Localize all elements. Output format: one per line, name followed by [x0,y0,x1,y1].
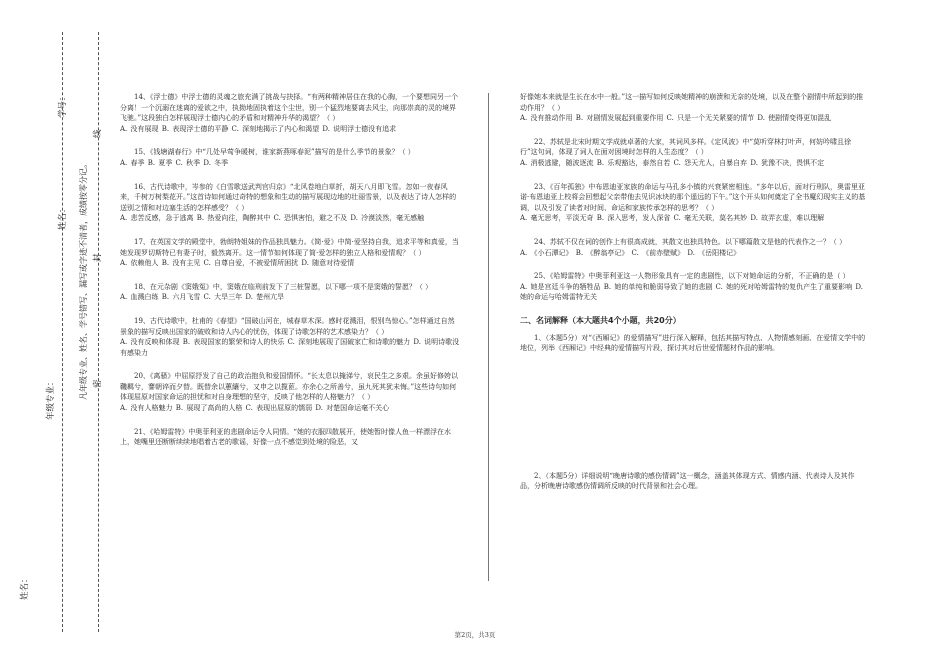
question-text: 18、在元杂剧《窦娥冤》中，窦娥在临刑前发下了三桩誓愿，以下哪一项不是窦娥的誓愿？（ ） [134,282,433,291]
question-text: 17、在英国文学的殿堂中，勃朗特姐妹的作品独具魅力。《简·爱》中简·爱坚持自我，追求平等和真爱，当她发现罗切斯特已有妻子时，毅然离开。这一情节如何体现了简·爱怎样的独立人格和爱情观？（ ） [120,237,459,257]
school-label: 姓名： [20,574,30,600]
seal-mark-line: 线 [93,129,103,138]
question-text: 23、《百年孤独》中布恩迪亚家族的命运与马孔多小镇的兴衰紧密相连。“多年以后，面对行刑队，奥雷里亚诺·布恩迪亚上校将会回想起父亲带他去见识冰块的那个遥远的下午。”这个开头如何奠定了全书魔幻现实主义的基调，以及引发了读者对时间、命运和家族传承怎样的思考？（ ） [520,182,866,212]
question-text: 15、《钱塘湖春行》中“几处早莺争暖树，谁家新燕啄春泥”描写的是什么季节的景象？（ ） [134,148,415,157]
answer-space [520,367,866,471]
question-text: 25、《哈姆雷特》中奥菲利亚这一人物形象具有一定的悲剧性，以下对她命运的分析，不正确的是（ ） [534,272,850,281]
definition-question-1: 1、（本题5分）对“《西厢记》的爱情描写”进行深入解释，包括其描写特点、人物情感刻画、在爱情文学中的地位，列举《西厢记》中经典的爱情描写片段，探讨其对后世爱情题材作品的影响。 [520,333,866,353]
student-id-label: 学号： [58,92,68,118]
seal-mark-secret: 密 [93,379,103,388]
seal-dashed-line [98,32,99,632]
answer-options: A. 没有展现 B. 表现浮士德的平静 C. 深刻地揭示了内心和渴望 D. 说明浮士德没有追求 [120,124,397,133]
question-item [120,237,460,269]
question-item [120,92,460,134]
answer-options: A. 毫无思考，平淡无奇 B. 深入思考，发人深省 C. 毫无关联，莫名其妙 D. 故弄玄虚，难以理解 [520,214,825,223]
answer-options: A. 血溅白练 B. 六月飞雪 C. 大旱三年 D. 楚州亢旱 [120,293,285,302]
right-column [520,92,866,505]
answer-options: A. 《小石潭记》 B. 《醉翁亭记》 C. 《前赤壁赋》 D. 《岳阳楼记》 [520,248,741,257]
question-item [520,137,866,169]
question-item [520,271,866,303]
question-text: 16、古代诗歌中，岑参的《白雪歌送武判官归京》“北风卷地白草折，胡天八月即飞雪。忽如一夜春风来，千树万树梨花开。”这首诗如何通过奇特的想象和生动的描写展现边地的壮丽雪景，以及表达了诗人怎样的送别之情和对边塞生活的怎样感受？（ ） [120,182,457,212]
answer-options: A. 没有人格魅力 B. 展现了高尚的人格 C. 表现出屈原的懦弱 D. 对楚国命运毫不关心 [120,404,390,413]
answer-options: A. 没有推动作用 B. 对剧情发展起到重要作用 C. 只是一个无关紧要的情节 D. 使剧情变得更加混乱 [520,114,832,123]
name-label: 姓名： [58,204,68,230]
seal-mark-seal: 封 [93,253,103,262]
question-text: 14、《浮士德》中浮士德的灵魂之旅充满了挑战与抉择。“有两种精神居住在我的心胸，一个要想同另一个分离！一个沉溺在迷离的爱欲之中，执拗地固执着这个尘世，别一个猛烈地要离去风尘，向那崇高的灵的境界飞驰。”这段独白怎样展现浮士德内心的矛盾和对精神升华的渴望？（ ） [120,93,458,123]
grade-major-label: 年级专业： [46,377,56,420]
answer-options: A. 悲苦反感，急于逃离 B. 热爱向往，陶醉其中 C. 恐惧害怕，避之不及 D. 冷漠淡然，毫无感触 [120,214,425,223]
right-question-list [520,92,866,303]
definition-question-2: 2、（本题5分）详细说明“晚唐诗歌的感伤情调”这一概念，涵盖其体现方式、情感内涵、代表诗人及其作品，分析晚唐诗歌感伤情调所反映的时代背景和社会心理。 [520,471,855,491]
question-item [120,427,460,448]
question-text: 20、《离骚》中屈原抒发了自己的政治抱负和爱国情怀。“长太息以掩涕兮，哀民生之多艰。余虽好修姱以鞿羁兮，謇朝谇而夕替。既替余以蕙纕兮，又申之以揽茝。亦余心之所善兮，虽九死其犹未悔。”这些诗句如何体现屈原对国家命运的担忧和对自身理想的坚守，反映了他怎样的人格魅力？（ ） [120,372,458,402]
question-text: 22、苏轼是北宋时期文学成就卓著的大家，其词风多样。《定风波》中“莫听穿林打叶声，何妨吟啸且徐行”这句词，体现了词人在面对困境时怎样的人生态度？（ ） [520,137,851,157]
answer-options: A. 没有反映和体现 B. 表现国家的繁荣和诗人的快乐 C. 深刻地展现了国破家亡和诗歌的魅力 D. 说明诗歌没有感染力 [120,338,460,357]
answer-options: A. 春季 B. 夏季 C. 秋季 D. 冬季 [120,158,229,167]
question-item [120,182,460,224]
question-item [120,316,460,358]
binding-margin [0,0,110,672]
answer-options: A. 她是宫廷斗争的牺牲品 B. 她的单纯和脆弱导致了她的悲剧 C. 她的死对哈姆雷特的复仇产生了重要影响 D. 她的命运与哈姆雷特无关 [520,282,863,302]
page-footer: 第2页，共3页 [454,631,496,639]
seal-dashed-line-inner [62,32,63,632]
question-text: 19、古代诗歌中，杜甫的《春望》“国破山河在，城春草木深。感时花溅泪，恨别鸟惊心。”怎样通过自然景象的描写反映出国家的破败和诗人内心的忧伤，体现了诗歌怎样的艺术感染力？（ ） [120,316,455,336]
binding-notice: 凡年级专业、姓名、学号错写、漏写或字迹不清者，成绩按零分记。 [79,160,88,400]
question-item [120,371,460,413]
question-item [520,92,866,124]
answer-options: A. 消极逃避，随波逐流 B. 乐观豁达，泰然自若 C. 怨天尤人，自暴自弃 D. 犹豫不决，畏惧不定 [520,158,825,167]
left-column [120,92,460,461]
column-divider [488,93,489,581]
question-text: 21、《哈姆雷特》中奥菲利亚的悲剧命运令人同情。“她的衣服四散展开，使她暂时像人鱼一样漂浮在水上，她嘴里还断断续续地唱着古老的歌谣，好像一点不感觉到处境的险恶，又 [120,427,451,447]
question-text: 好像她本来就是生长在水中一般。”这一描写如何反映她精神的崩溃和无奈的处境，以及在整个剧情中所起到的推动作用？（ ） [520,93,864,112]
question-text: 24、苏轼不仅在词的创作上有很高成就，其散文也独具特色。以下哪篇散文是他的代表作之一？（ ） [534,237,847,246]
question-item [520,182,866,224]
question-item [120,282,460,303]
question-item [120,147,460,168]
answer-options: A. 依赖他人 B. 没有主见 C. 自尊自爱，不被爱情所困扰 D. 随意对待爱情 [120,259,355,268]
section-heading: 二、名词解释（本大题共4个小题，共20分） [520,315,681,325]
question-item [520,237,866,258]
